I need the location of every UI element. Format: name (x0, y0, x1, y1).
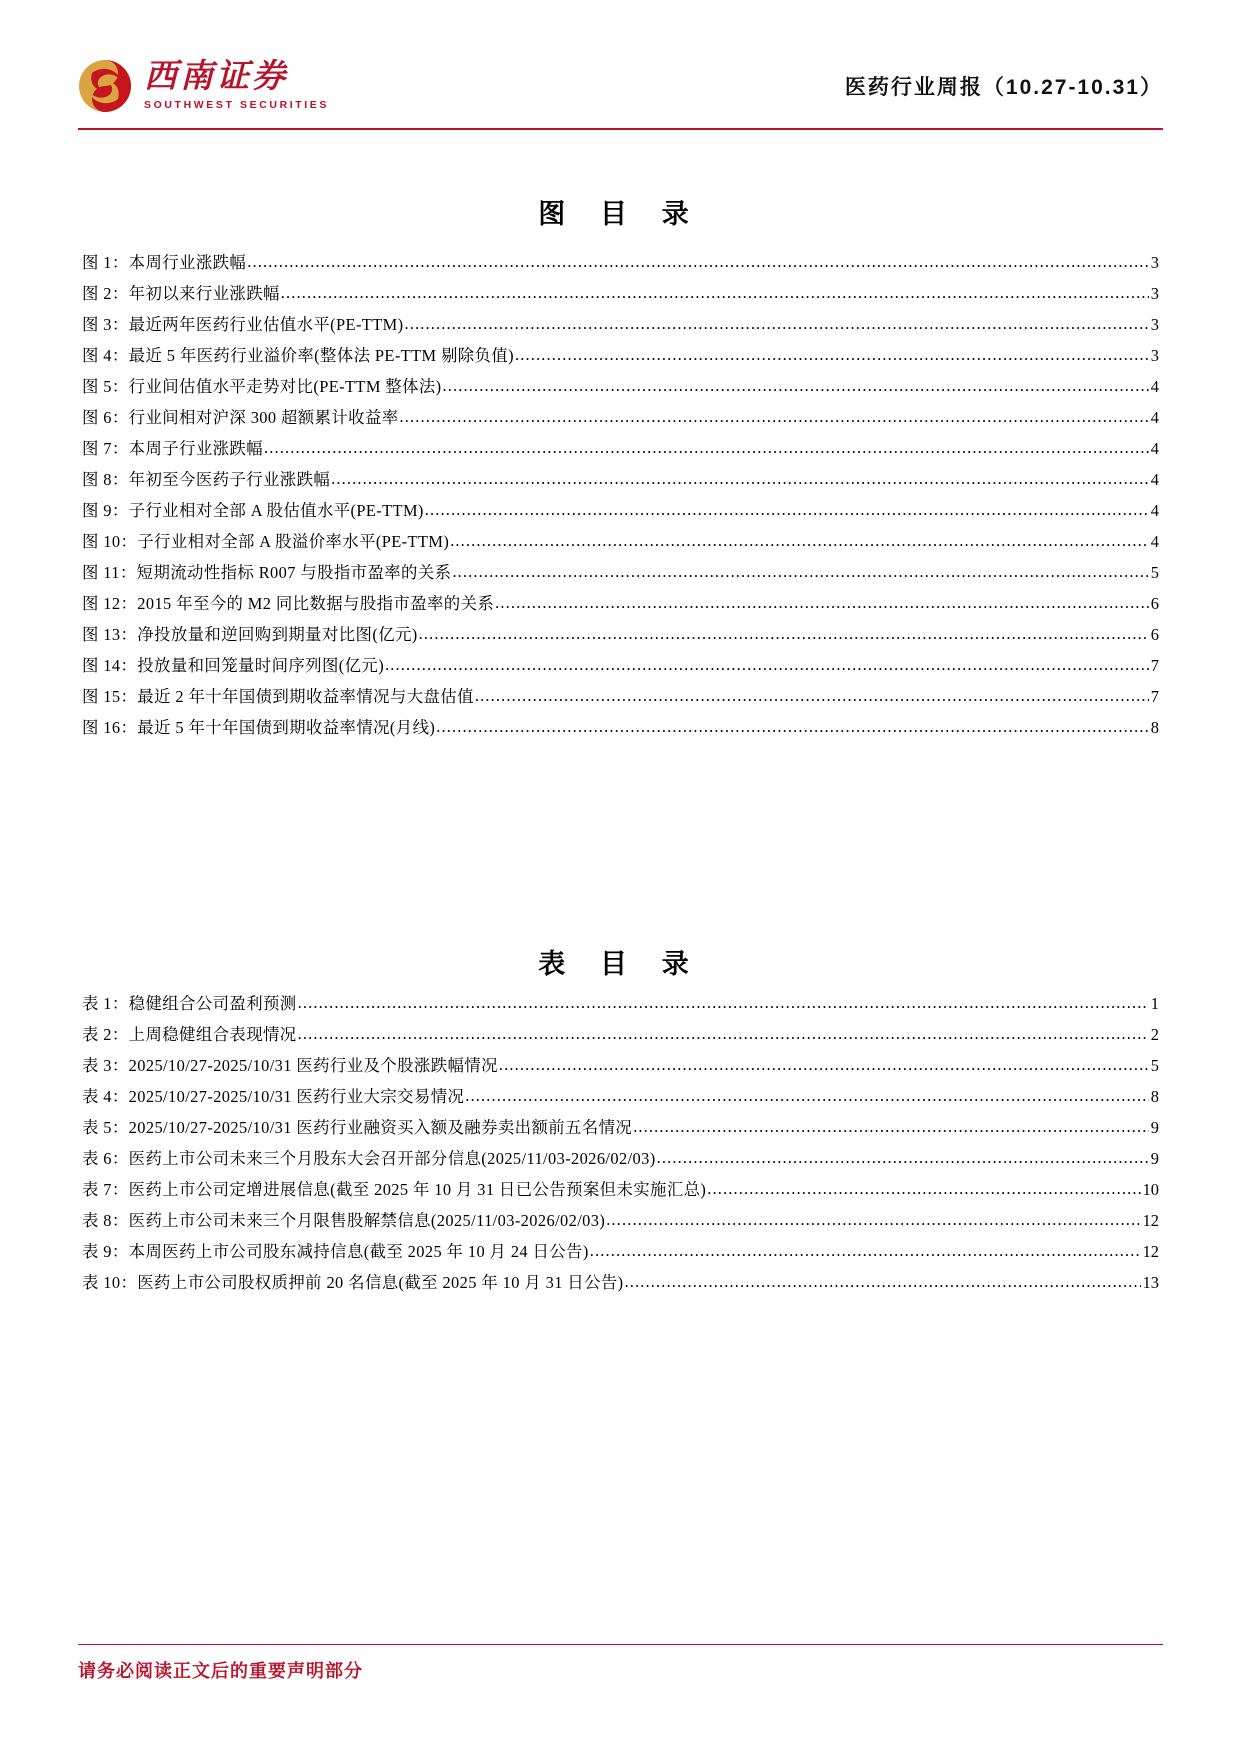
table-toc-entry-page-number: 13 (1142, 1273, 1159, 1292)
figure-toc-entry[interactable] (82, 317, 1159, 333)
figure-toc-entry-page-number: 7 (1150, 687, 1159, 706)
figure-toc-entry-page-number: 4 (1150, 439, 1159, 458)
table-toc-entry[interactable] (82, 1151, 1159, 1167)
dot-leader (452, 565, 1148, 581)
figure-toc-entry[interactable] (82, 565, 1159, 581)
figure-toc-entry[interactable] (82, 627, 1159, 643)
figure-toc-entry-page-number: 3 (1150, 346, 1159, 365)
table-toc-entry-page-number: 5 (1150, 1056, 1159, 1075)
figure-toc-entry[interactable] (82, 441, 1159, 457)
table-toc-entry-page-number: 10 (1142, 1180, 1159, 1199)
figure-toc-entry[interactable] (82, 472, 1159, 488)
brand-name-cn: 西南证券 (144, 59, 288, 96)
figure-toc-entry-page-number: 4 (1150, 408, 1159, 427)
report-title: 医药行业周报（10.27-10.31） (844, 76, 1163, 99)
header-divider (78, 128, 1163, 130)
figure-toc-entry-label: 图 2：年初以来行业涨跌幅 (82, 284, 280, 303)
figure-toc-entry[interactable] (82, 286, 1159, 302)
dot-leader (499, 1058, 1149, 1074)
table-toc-entry-page-number: 12 (1142, 1211, 1159, 1230)
table-toc-entry-page-number: 2 (1150, 1025, 1159, 1044)
figure-toc-entry-page-number: 4 (1150, 532, 1159, 551)
table-toc-entry[interactable] (82, 1027, 1159, 1043)
dot-leader (400, 410, 1149, 426)
table-toc-entry-label: 表 4：2025/10/27-2025/10/31 医药行业大宗交易情况 (82, 1087, 465, 1106)
figure-toc-entry-label: 图 10：子行业相对全部 A 股溢价率水平(PE-TTM) (82, 532, 450, 551)
footer-disclaimer: 请务必阅读正文后的重要声明部分 (78, 1661, 363, 1681)
figure-toc-entry-page-number: 3 (1150, 315, 1159, 334)
figure-toc-entry-label: 图 12：2015 年至今的 M2 同比数据与股指市盈率的关系 (82, 594, 495, 613)
table-toc-entry-page-number: 9 (1150, 1118, 1159, 1137)
figure-toc-entry-label: 图 4：最近 5 年医药行业溢价率(整体法 PE-TTM 剔除负值) (82, 346, 514, 365)
figure-toc-entry[interactable] (82, 410, 1159, 426)
table-toc-entry-page-number: 1 (1150, 994, 1159, 1013)
figure-toc-entry-page-number: 4 (1150, 377, 1159, 396)
figure-toc-entry[interactable] (82, 255, 1159, 271)
figure-contents-heading: 图 目 录 (538, 199, 703, 229)
dot-leader (495, 596, 1149, 612)
dot-leader (590, 1244, 1141, 1260)
figure-toc-entry-page-number: 7 (1150, 656, 1159, 675)
table-toc-entry-label: 表 1：稳健组合公司盈利预测 (82, 994, 297, 1013)
dot-leader (443, 379, 1149, 395)
figure-toc-entry-page-number: 6 (1150, 625, 1159, 644)
table-toc-entry[interactable] (82, 996, 1159, 1012)
dot-leader (450, 534, 1149, 550)
table-toc-entry-page-number: 8 (1150, 1087, 1159, 1106)
figure-contents-list (82, 255, 1159, 751)
table-toc-entry-label: 表 9：本周医药上市公司股东减持信息(截至 2025 年 10 月 24 日公告) (82, 1242, 589, 1261)
dot-leader (657, 1151, 1149, 1167)
table-toc-entry-page-number: 12 (1142, 1242, 1159, 1261)
table-toc-entry[interactable] (82, 1275, 1159, 1291)
figure-toc-entry-page-number: 3 (1150, 253, 1159, 272)
dot-leader (515, 348, 1149, 364)
figure-toc-entry-page-number: 5 (1150, 563, 1159, 582)
table-toc-entry-label: 表 2：上周稳健组合表现情况 (82, 1025, 297, 1044)
figure-toc-entry-label: 图 1：本周行业涨跌幅 (82, 253, 247, 272)
table-toc-entry[interactable] (82, 1089, 1159, 1105)
figure-toc-entry[interactable] (82, 596, 1159, 612)
dot-leader (419, 627, 1149, 643)
figure-toc-entry-label: 图 9：子行业相对全部 A 股估值水平(PE-TTM) (82, 501, 424, 520)
figure-toc-entry[interactable] (82, 720, 1159, 736)
figure-toc-entry[interactable] (82, 503, 1159, 519)
dot-leader (247, 255, 1149, 271)
dot-leader (707, 1182, 1140, 1198)
table-toc-entry-label: 表 3：2025/10/27-2025/10/31 医药行业及个股涨跌幅情况 (82, 1056, 498, 1075)
figure-toc-entry-page-number: 4 (1150, 501, 1159, 520)
figure-toc-entry-page-number: 4 (1150, 470, 1159, 489)
figure-toc-entry-label: 图 16：最近 5 年十年国债到期收益率情况(月线) (82, 718, 436, 737)
brand-wordmark (144, 61, 329, 111)
table-toc-entry-label: 表 8：医药上市公司未来三个月限售股解禁信息(2025/11/03-2026/02/03) (82, 1211, 606, 1230)
dot-leader (404, 317, 1148, 333)
figure-toc-entry[interactable] (82, 658, 1159, 674)
figure-toc-entry-page-number: 3 (1150, 284, 1159, 303)
dot-leader (475, 689, 1149, 705)
dot-leader (331, 472, 1149, 488)
table-toc-entry[interactable] (82, 1213, 1159, 1229)
table-toc-entry[interactable] (82, 1244, 1159, 1260)
table-toc-entry-page-number: 9 (1150, 1149, 1159, 1168)
table-toc-entry[interactable] (82, 1182, 1159, 1198)
table-toc-entry[interactable] (82, 1058, 1159, 1074)
dot-leader (264, 441, 1149, 457)
southwest-securities-emblem-icon (78, 59, 132, 113)
dot-leader (298, 1027, 1149, 1043)
footer-divider (78, 1644, 1163, 1646)
dot-leader (385, 658, 1149, 674)
figure-toc-entry-label: 图 7：本周子行业涨跌幅 (82, 439, 263, 458)
dot-leader (625, 1275, 1141, 1291)
table-toc-entry[interactable] (82, 1120, 1159, 1136)
figure-toc-entry[interactable] (82, 348, 1159, 364)
dot-leader (425, 503, 1149, 519)
dot-leader (298, 996, 1149, 1012)
figure-toc-entry-page-number: 6 (1150, 594, 1159, 613)
figure-toc-entry-label: 图 13：净投放量和逆回购到期量对比图(亿元) (82, 625, 418, 644)
dot-leader (281, 286, 1149, 302)
figure-toc-entry-label: 图 15：最近 2 年十年国债到期收益率情况与大盘估值 (82, 687, 474, 706)
table-toc-entry-label: 表 10：医药上市公司股权质押前 20 名信息(截至 2025 年 10 月 31 日公告) (82, 1273, 624, 1292)
page-header (78, 44, 1163, 128)
table-toc-entry-label: 表 6：医药上市公司未来三个月股东大会召开部分信息(2025/11/03-2026/02/03) (82, 1149, 656, 1168)
dot-leader (606, 1213, 1140, 1229)
figure-toc-entry-page-number: 8 (1150, 718, 1159, 737)
table-toc-entry-label: 表 7：医药上市公司定增进展信息(截至 2025 年 10 月 31 日已公告预案但未实施汇总) (82, 1180, 707, 1199)
figure-toc-entry[interactable] (82, 534, 1159, 550)
figure-toc-entry-label: 图 14：投放量和回笼量时间序列图(亿元) (82, 656, 385, 675)
figure-toc-entry-label: 图 5：行业间估值水平走势对比(PE-TTM 整体法) (82, 377, 442, 396)
company-logo (78, 59, 329, 113)
table-contents-list (82, 996, 1159, 1306)
figure-toc-entry-label: 图 6：行业间相对沪深 300 超额累计收益率 (82, 408, 399, 427)
dot-leader (633, 1120, 1149, 1136)
figure-toc-entry-label: 图 11：短期流动性指标 R007 与股指市盈率的关系 (82, 563, 452, 582)
dot-leader (465, 1089, 1149, 1105)
table-contents-heading: 表 目 录 (538, 949, 703, 979)
table-toc-entry-label: 表 5：2025/10/27-2025/10/31 医药行业融资买入额及融券卖出额前五名情况 (82, 1118, 633, 1137)
dot-leader (436, 720, 1149, 736)
figure-toc-entry-label: 图 8：年初至今医药子行业涨跌幅 (82, 470, 331, 489)
figure-toc-entry[interactable] (82, 689, 1159, 705)
brand-name-en: SOUTHWEST SECURITIES (144, 99, 330, 112)
figure-toc-entry-label: 图 3：最近两年医药行业估值水平(PE-TTM) (82, 315, 404, 334)
figure-toc-entry[interactable] (82, 379, 1159, 395)
